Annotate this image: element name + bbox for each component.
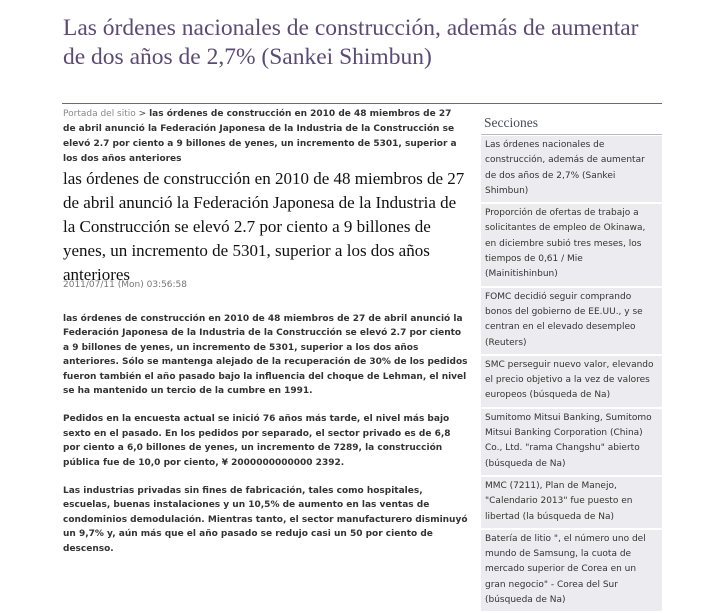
sidebar-item[interactable]: SMC perseguir nuevo valor, elevando el precio objetivo a la vez de valores europeos (búsqueda de Na): [481, 356, 662, 407]
article-paragraph: Las industrias privadas sin fines de fabricación, tales como hospitales, escuelas, buenas instalaciones y un 10,5% de aumento en las ventas de condominios demodulación. Mientras tanto, el sector manufacturero disminuyó un 9,7% y, aún más que el año pasado se redujo casi un 50 por ciento de descenso.: [63, 486, 468, 554]
sidebar-item[interactable]: MMC (7211), Plan de Manejo, "Calendario 2013" fue puesto en libertad (la búsqueda de Na): [481, 477, 662, 528]
sidebar-item[interactable]: Proporción de ofertas de trabajo a solicitantes de empleo de Okinawa, en diciembre subió tres meses, los tiempos de 0,61 / Mie (Mainitishinbun): [481, 204, 662, 285]
breadcrumb-home-link[interactable]: Portada del sitio: [63, 109, 136, 119]
title-divider: [62, 103, 662, 104]
sidebar-divider: [481, 134, 662, 135]
breadcrumb-current: las órdenes de construcción en 2010 de 48 miembros de 27 de abril anunció la Federación Japonesa de la Industria de la Construcción se elevó 2.7 por ciento a 9 billones de yenes, un incremento de 5301, superior a los dos años anteriores: [63, 109, 457, 164]
sidebar-item[interactable]: Sumitomo Mitsui Banking, Sumitomo Mitsui Banking Corporation (China) Co., Ltd. "rama Changshu" abierto (búsqueda de Na): [481, 409, 662, 475]
sidebar-section-list: [481, 136, 662, 613]
sidebar-item[interactable]: FOMC decidió seguir comprando bonos del gobierno de EE.UU., y se centran en el elevado desempleo (Reuters): [481, 288, 662, 354]
sidebar-item[interactable]: Batería de litio ", el número uno del mundo de Samsung, la cuota de mercado superior de Corea en un gran negocio" - Corea del Sur (búsqueda de Na): [481, 530, 662, 611]
sidebar-title: Secciones: [484, 115, 538, 130]
sidebar-item[interactable]: Las órdenes nacionales de construcción, además de aumentar de dos años de 2,7% (Sankei Shimbun): [481, 136, 662, 202]
article-paragraph: Pedidos en la encuesta actual se inició 76 años más tarde, el nivel más bajo sexto en el pasado. En los pedidos por separado, el sector privado es de 6,8 por ciento a 6,0 billones de yenes, un incremento de 7289, la construcción pública fue de 10,0 por ciento, ¥ 2000000000000 2392.: [63, 414, 451, 468]
article-body: [63, 312, 468, 570]
article-headline: las órdenes de construcción en 2010 de 48 miembros de 27 de abril anunció la Federación Japonesa de la Industria de la Construcción se elevó 2.7 por ciento a 9 billones de yenes, un incremento de 5301, superior a los dos años anteriores: [63, 169, 465, 284]
article-paragraph: las órdenes de construcción en 2010 de 48 miembros de 27 de abril anunció la Federación Japonesa de la Industria de la Construcción se elevó 2.7 por ciento a 9 billones de yenes, un incremento de 5301, superior a los dos años anteriores. Sólo se mantenga alejado de la recuperación de 30% de los pedidos fueron también el año pasado bajo la influencia del choque de Lehman, el nivel se ha mantenido un tercio de la cumbre en 1991.: [63, 314, 468, 397]
article-date: 2011/07/11 (Mon) 03:56:58: [63, 280, 188, 290]
breadcrumb: [63, 107, 463, 167]
breadcrumb-separator: >: [138, 109, 147, 119]
page-title: Las órdenes nacionales de construcción, además de aumentar de dos años de 2,7% (Sankei Shimbun): [63, 15, 639, 70]
